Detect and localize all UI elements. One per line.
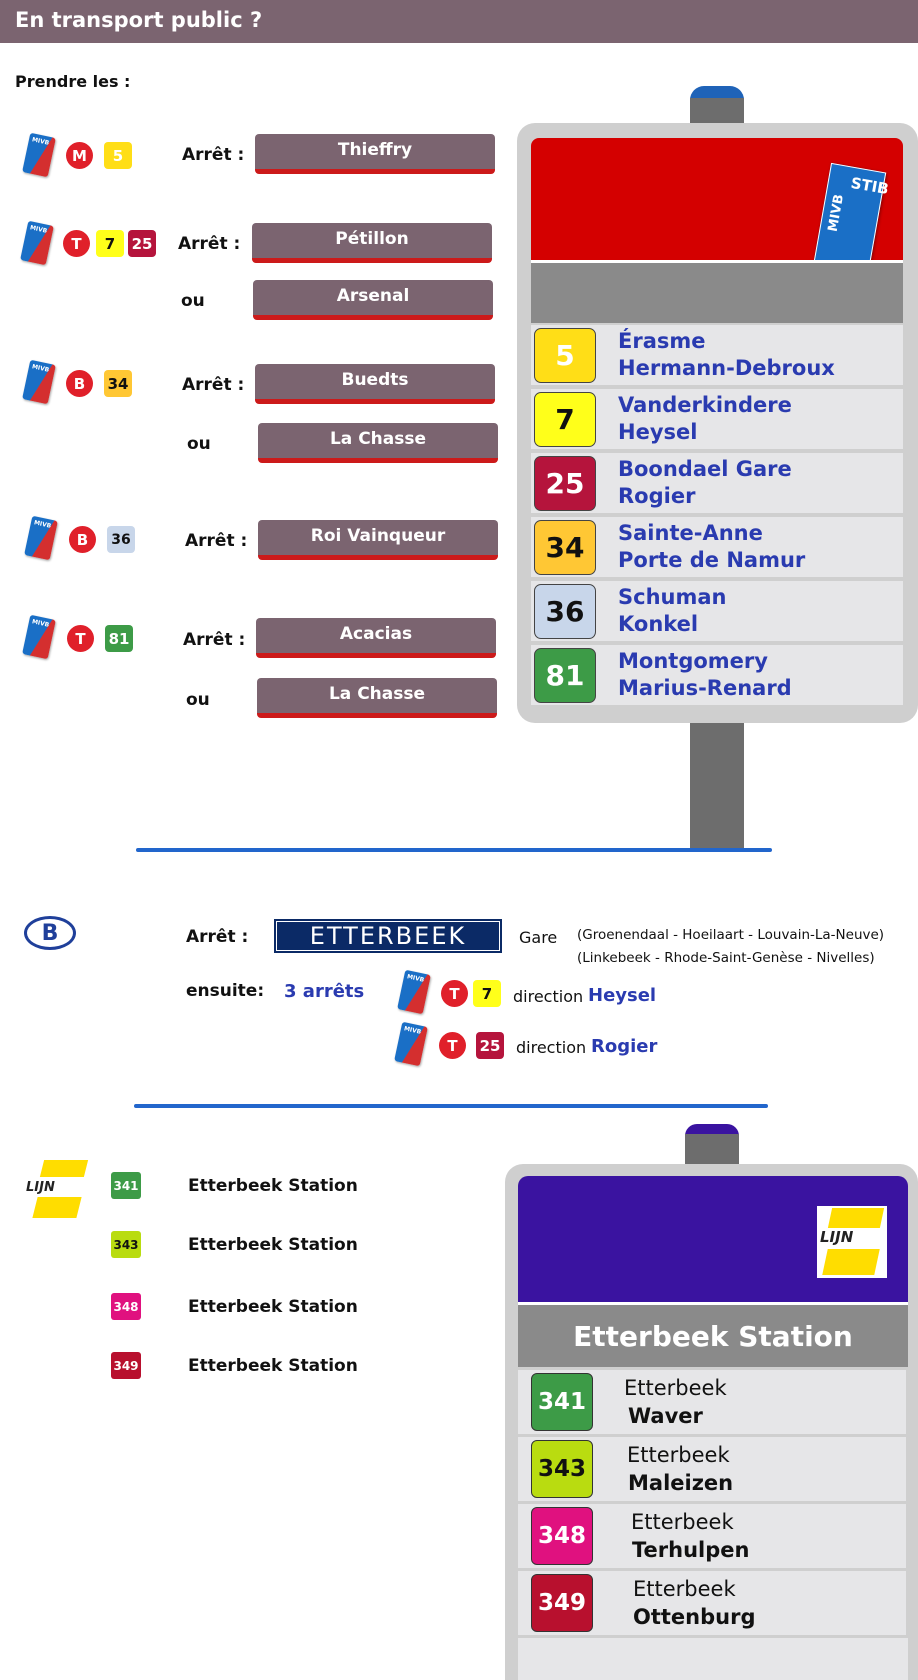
stib-ticket-icon: MIVB [22, 615, 56, 660]
sign-pole-bottom [690, 718, 744, 850]
direction-rogier: Rogier [591, 1036, 658, 1057]
panel-row: 343 Etterbeek Maleizen [518, 1437, 906, 1501]
tram-icon: T [63, 230, 90, 257]
sign-pole-top [685, 1134, 739, 1168]
line-box: 5 [534, 328, 596, 383]
line-box: 343 [531, 1440, 593, 1498]
stib-ticket-icon: MIVB [394, 1022, 428, 1067]
line-badge: 36 [107, 526, 135, 553]
stib-ticket-icon: MIVB [22, 360, 56, 405]
stop-label: Etterbeek Station [188, 1235, 358, 1255]
line-badge: 7 [96, 230, 124, 257]
ou-label: ou [181, 291, 205, 311]
line-box: 349 [531, 1574, 593, 1632]
line-badge: 25 [128, 230, 156, 257]
stops-count: 3 arrêts [284, 981, 365, 1002]
panel-title: Etterbeek Station [573, 1319, 853, 1353]
delijn-logo-icon: LIJN [817, 1206, 887, 1278]
stop-button-buedts[interactable]: Buedts [255, 364, 495, 404]
stop-label: Etterbeek Station [188, 1356, 358, 1376]
stop-button-petillon[interactable]: Pétillon [252, 223, 492, 263]
stib-logo-icon: STIB MIVB [814, 163, 887, 271]
line-box: 34 [534, 520, 596, 575]
tram-icon: T [441, 980, 468, 1007]
panel-row: 341 Etterbeek Waver [518, 1370, 906, 1434]
delijn-stop-sign [505, 1164, 918, 1680]
line-badge: 349 [111, 1352, 141, 1379]
metro-icon: M [66, 142, 93, 169]
bus-icon: B [66, 370, 93, 397]
route-text-2: (Linkebeek - Rhode-Saint-Genèse - Nivelles) [577, 950, 875, 966]
stop-button-thieffry[interactable]: Thieffry [255, 134, 495, 174]
section-divider [136, 848, 772, 852]
stib-ticket-icon: MIVB [22, 133, 56, 178]
section-divider [134, 1104, 768, 1108]
line-badge: 5 [104, 142, 132, 169]
direction-heysel: Heysel [588, 985, 657, 1006]
ou-label: ou [187, 434, 211, 454]
panel-row: 36 Schuman Konkel [531, 581, 903, 641]
stib-ticket-icon: MIVB [397, 970, 431, 1015]
arret-label: Arrêt : [185, 531, 248, 551]
stop-label: Etterbeek Station [188, 1176, 358, 1196]
arret-label: Arrêt : [182, 375, 245, 395]
arret-label: Arrêt : [183, 630, 246, 650]
stop-button-la-chasse-2[interactable]: La Chasse [257, 678, 497, 718]
bus-icon: B [69, 526, 96, 553]
tram-icon: T [439, 1032, 466, 1059]
panel-row: 5 Érasme Hermann-Debroux [531, 325, 903, 385]
sncb-logo-icon: B [24, 916, 76, 950]
sign-title-band [518, 1305, 908, 1367]
stib-ticket-icon: MIVB [20, 221, 54, 266]
line-badge: 343 [111, 1231, 141, 1258]
gare-label: Gare [519, 928, 558, 947]
panel-row: 25 Boondael Gare Rogier [531, 453, 903, 513]
ensuite-label: ensuite: [186, 981, 265, 1001]
stib-ticket-icon: MIVB [24, 516, 58, 561]
panel-row: 81 Montgomery Marius-Renard [531, 645, 903, 705]
line-badge: 341 [111, 1172, 141, 1199]
page-title: En transport public ? [15, 8, 263, 32]
line-box: 341 [531, 1373, 593, 1431]
arret-label: Arrêt : [178, 234, 241, 254]
line-badge: 81 [105, 625, 133, 652]
line-badge: 25 [476, 1032, 504, 1059]
line-badge: 7 [473, 980, 501, 1007]
line-box: 36 [534, 584, 596, 639]
direction-label: direction [516, 1038, 587, 1057]
panel-row: 348 Etterbeek Terhulpen [518, 1504, 906, 1568]
arret-label: Arrêt : [186, 927, 249, 947]
panel-row: 7 Vanderkindere Heysel [531, 389, 903, 449]
panel-row: 34 Sainte-Anne Porte de Namur [531, 517, 903, 577]
stop-label: Etterbeek Station [188, 1297, 358, 1317]
stop-button-roi-vainqueur[interactable]: Roi Vainqueur [258, 520, 498, 560]
station-sign-etterbeek: ETTERBEEK [274, 919, 502, 953]
panel-row: 349 Etterbeek Ottenburg [518, 1571, 906, 1635]
intro-text: Prendre les : [15, 72, 131, 91]
ou-label: ou [186, 690, 210, 710]
line-badge: 348 [111, 1293, 141, 1320]
tram-icon: T [67, 625, 94, 652]
delijn-logo-icon: LIJN [26, 1160, 86, 1218]
stop-button-arsenal[interactable]: Arsenal [253, 280, 493, 320]
direction-label: direction [513, 987, 584, 1006]
stop-button-la-chasse[interactable]: La Chasse [258, 423, 498, 463]
arret-label: Arrêt : [182, 145, 245, 165]
line-box: 25 [534, 456, 596, 511]
line-box: 81 [534, 648, 596, 703]
line-badge: 34 [104, 370, 132, 397]
page-header [0, 0, 918, 43]
sign-grey-band [531, 263, 903, 323]
route-text-1: (Groenendaal - Hoeilaart - Louvain-La-Neuve) [577, 927, 885, 943]
stib-stop-sign [517, 123, 918, 723]
stop-button-acacias[interactable]: Acacias [256, 618, 496, 658]
line-box: 348 [531, 1507, 593, 1565]
line-box: 7 [534, 392, 596, 447]
